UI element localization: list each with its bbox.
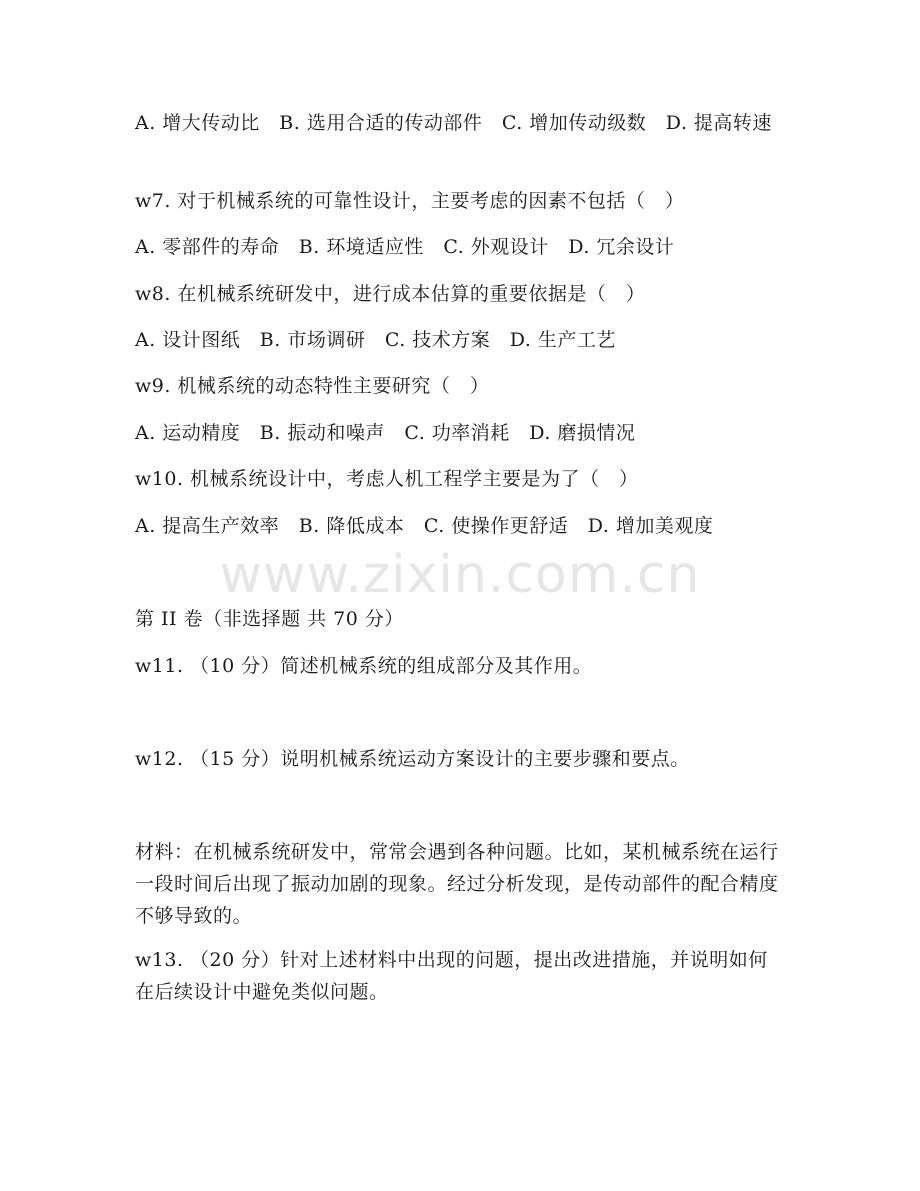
question-10: w10. 机械系统设计中，考虑人机工程学主要是为了（ ） xyxy=(135,468,639,490)
watermark: www.zixin.com.cn xyxy=(219,545,701,605)
question-12: w12. （15 分）说明机械系统运动方案设计的主要步骤和要点。 xyxy=(135,748,690,770)
question-11: w11. （10 分）简述机械系统的组成部分及其作用。 xyxy=(135,655,593,677)
question-13: w13. （20 分）针对上述材料中出现的问题，提出改进措施，并说明如何在后续设计中避免类似问题。 xyxy=(135,949,768,1003)
q9-options: A. 运动精度 B. 振动和噪声 C. 功率消耗 D. 磨损情况 xyxy=(135,422,636,444)
q10-options: A. 提高生产效率 B. 降低成本 C. 使操作更舒适 D. 增加美观度 xyxy=(135,515,714,537)
material-passage: 材料：在机械系统研发中，常常会遇到各种问题。比如，某机械系统在运行一段时间后出现了振动加剧的现象。经过分析发现，是传动部件的配合精度不够导致的。 xyxy=(135,841,779,927)
section-2-heading: 第 II 卷（非选择题 共 70 分） xyxy=(135,608,404,630)
q8-options: A. 设计图纸 B. 市场调研 C. 技术方案 D. 生产工艺 xyxy=(135,329,616,351)
question-9: w9. 机械系统的动态特性主要研究（ ） xyxy=(135,375,490,397)
q6-options: A. 增大传动比 B. 选用合适的传动部件 C. 增加传动级数 D. 提高转速 xyxy=(135,112,772,134)
question-8: w8. 在机械系统研发中，进行成本估算的重要依据是（ ） xyxy=(135,283,646,305)
q7-options: A. 零部件的寿命 B. 环境适应性 C. 外观设计 D. 冗余设计 xyxy=(135,236,675,258)
question-7: w7. 对于机械系统的可靠性设计，主要考虑的因素不包括（ ） xyxy=(135,190,685,212)
